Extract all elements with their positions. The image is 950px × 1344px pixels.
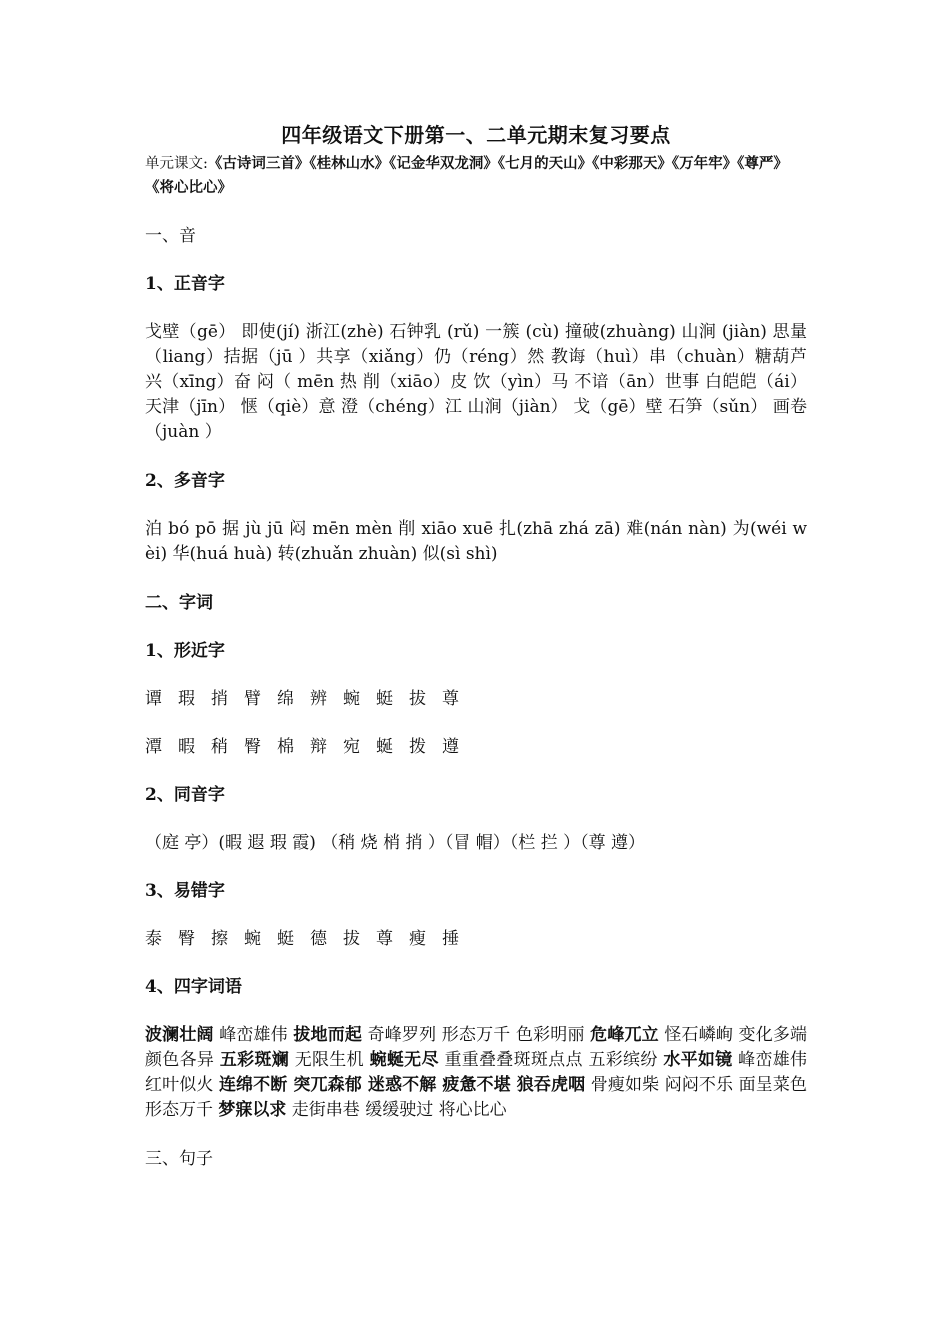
- idiom-bold: 连绵不断 突兀森郁 迷惑不解 疲惫不堪 狼吞虎咽: [218, 1075, 586, 1095]
- idiom-text: 走街串巷 缓缓驶过 将心比心: [286, 1100, 507, 1120]
- idiom-bold: 危峰兀立: [590, 1025, 659, 1045]
- polyphone-text: 泊 bó pō 据 jù jū 闷 mēn mèn 削 xiāo xuē 扎(zhā zhá zā) 难(nán nàn) 为(wéi wèi) 华(huá huà) 转(zhuǎn zhuàn) 似(sì shì): [145, 519, 807, 564]
- char-item: 德: [310, 929, 327, 949]
- char-item: 捶: [442, 929, 459, 949]
- idiom-bold: 波澜壮阔: [145, 1025, 214, 1045]
- char-item: 宛: [343, 737, 360, 757]
- char-item: 棉: [277, 737, 294, 757]
- correct-pronunciation-heading: 1、正音字: [145, 274, 225, 294]
- unit-lessons-lead: 单元课文:: [145, 156, 208, 172]
- idiom-bold: 蜿蜒无尽: [369, 1050, 439, 1070]
- idiom-bold: 梦寐以求: [218, 1100, 287, 1120]
- idiom-text: 峰峦雄伟: [213, 1025, 294, 1045]
- correct-pronunciation-text: 戈壁（gē） 即使(jí) 浙江(zhè) 石钟乳 (rǔ) 一簇 (cù) 撞破(zhuàng) 山涧 (jiàn) 思量（liang）拮据（jū ）共享（xiǎng）仍（réng）然 教诲（huì）串（chuàn）糖葫芦 兴（xīng）奋 闷（ mēn 热 削（xiāo）皮 饮（yìn）马 不谙（ān）世事 白皑皑（ái） 天津（jīn） 惬（qiè）意 澄（chéng）江 山涧（jiàn） 戈（gē）壁 石笋（sǔn） 画卷（juàn ）: [145, 322, 807, 442]
- page-title: 四年级语文下册第一、二单元期末复习要点: [281, 123, 671, 147]
- char-item: 辩: [310, 737, 327, 757]
- document-body: [145, 120, 807, 1171]
- char-item: 捎: [211, 689, 228, 709]
- idiom-bold: 拔地而起: [293, 1025, 363, 1045]
- idioms-heading: 4、四字词语: [145, 977, 242, 997]
- section-words-heading: 二、字词: [145, 593, 213, 613]
- idiom-bold: 水平如镜: [663, 1050, 733, 1070]
- char-item: 潭: [145, 737, 162, 757]
- char-item: 尊: [376, 929, 393, 949]
- section-sound-heading: 一、音: [145, 226, 196, 246]
- similar-chars-heading: 1、形近字: [145, 641, 225, 661]
- idioms-text: [145, 1023, 807, 1123]
- char-item: 尊: [442, 689, 459, 709]
- similar-chars-row-1: [145, 687, 807, 711]
- idiom-text: 怪石嶙峋 变化多端 颜色各异: [145, 1025, 808, 1070]
- char-item: 擦: [211, 929, 228, 949]
- unit-lessons: [145, 152, 807, 200]
- char-item: 谭: [145, 689, 162, 709]
- char-item: 稍: [211, 737, 228, 757]
- char-item: 暇: [178, 737, 195, 757]
- char-item: 蜿: [343, 689, 360, 709]
- idiom-text: 骨瘦如柴 闷闷不乐 面呈菜色 形态万千: [145, 1075, 807, 1120]
- idiom-text: 无限生机: [289, 1050, 370, 1070]
- char-item: 遵: [442, 737, 459, 757]
- idiom-bold: 五彩斑斓: [219, 1050, 290, 1070]
- idiom-text: 重重叠叠斑斑点点 五彩缤纷: [438, 1050, 664, 1070]
- char-item: 蜒: [376, 737, 393, 757]
- char-item: 蜓: [277, 929, 294, 949]
- char-item: 臀: [244, 737, 261, 757]
- char-item: 瑕: [178, 689, 195, 709]
- char-item: 拔: [409, 689, 426, 709]
- homophone-heading: 2、同音字: [145, 785, 225, 805]
- char-item: 蜿: [244, 929, 261, 949]
- idiom-text: 峰峦雄伟 红叶似火: [145, 1050, 808, 1095]
- char-item: 辨: [310, 689, 327, 709]
- char-item: 绵: [277, 689, 294, 709]
- section-sentences-heading: 三、句子: [145, 1149, 213, 1169]
- unit-lessons-list: 《古诗词三首》《桂林山水》《记金华双龙洞》《七月的天山》《中彩那天》《万年牢》《尊严》《将心比心》: [145, 155, 788, 196]
- char-item: 臀: [178, 929, 195, 949]
- similar-chars-row-2: [145, 735, 807, 759]
- error-prone-chars: [145, 927, 807, 951]
- char-item: 蜓: [376, 689, 393, 709]
- idiom-text: 奇峰罗列 形态万千 色彩明丽: [362, 1025, 591, 1045]
- char-item: 泰: [145, 929, 162, 949]
- homophone-text: （庭 亭）(暇 遐 瑕 霞) （稍 烧 梢 捎 ）（冒 帽）（栏 拦 ）（尊 遵）: [145, 833, 646, 853]
- char-item: 拨: [409, 737, 426, 757]
- char-item: 瘦: [409, 929, 426, 949]
- char-item: 臂: [244, 689, 261, 709]
- polyphone-heading: 2、多音字: [145, 471, 225, 491]
- error-prone-heading: 3、易错字: [145, 881, 225, 901]
- char-item: 拔: [343, 929, 360, 949]
